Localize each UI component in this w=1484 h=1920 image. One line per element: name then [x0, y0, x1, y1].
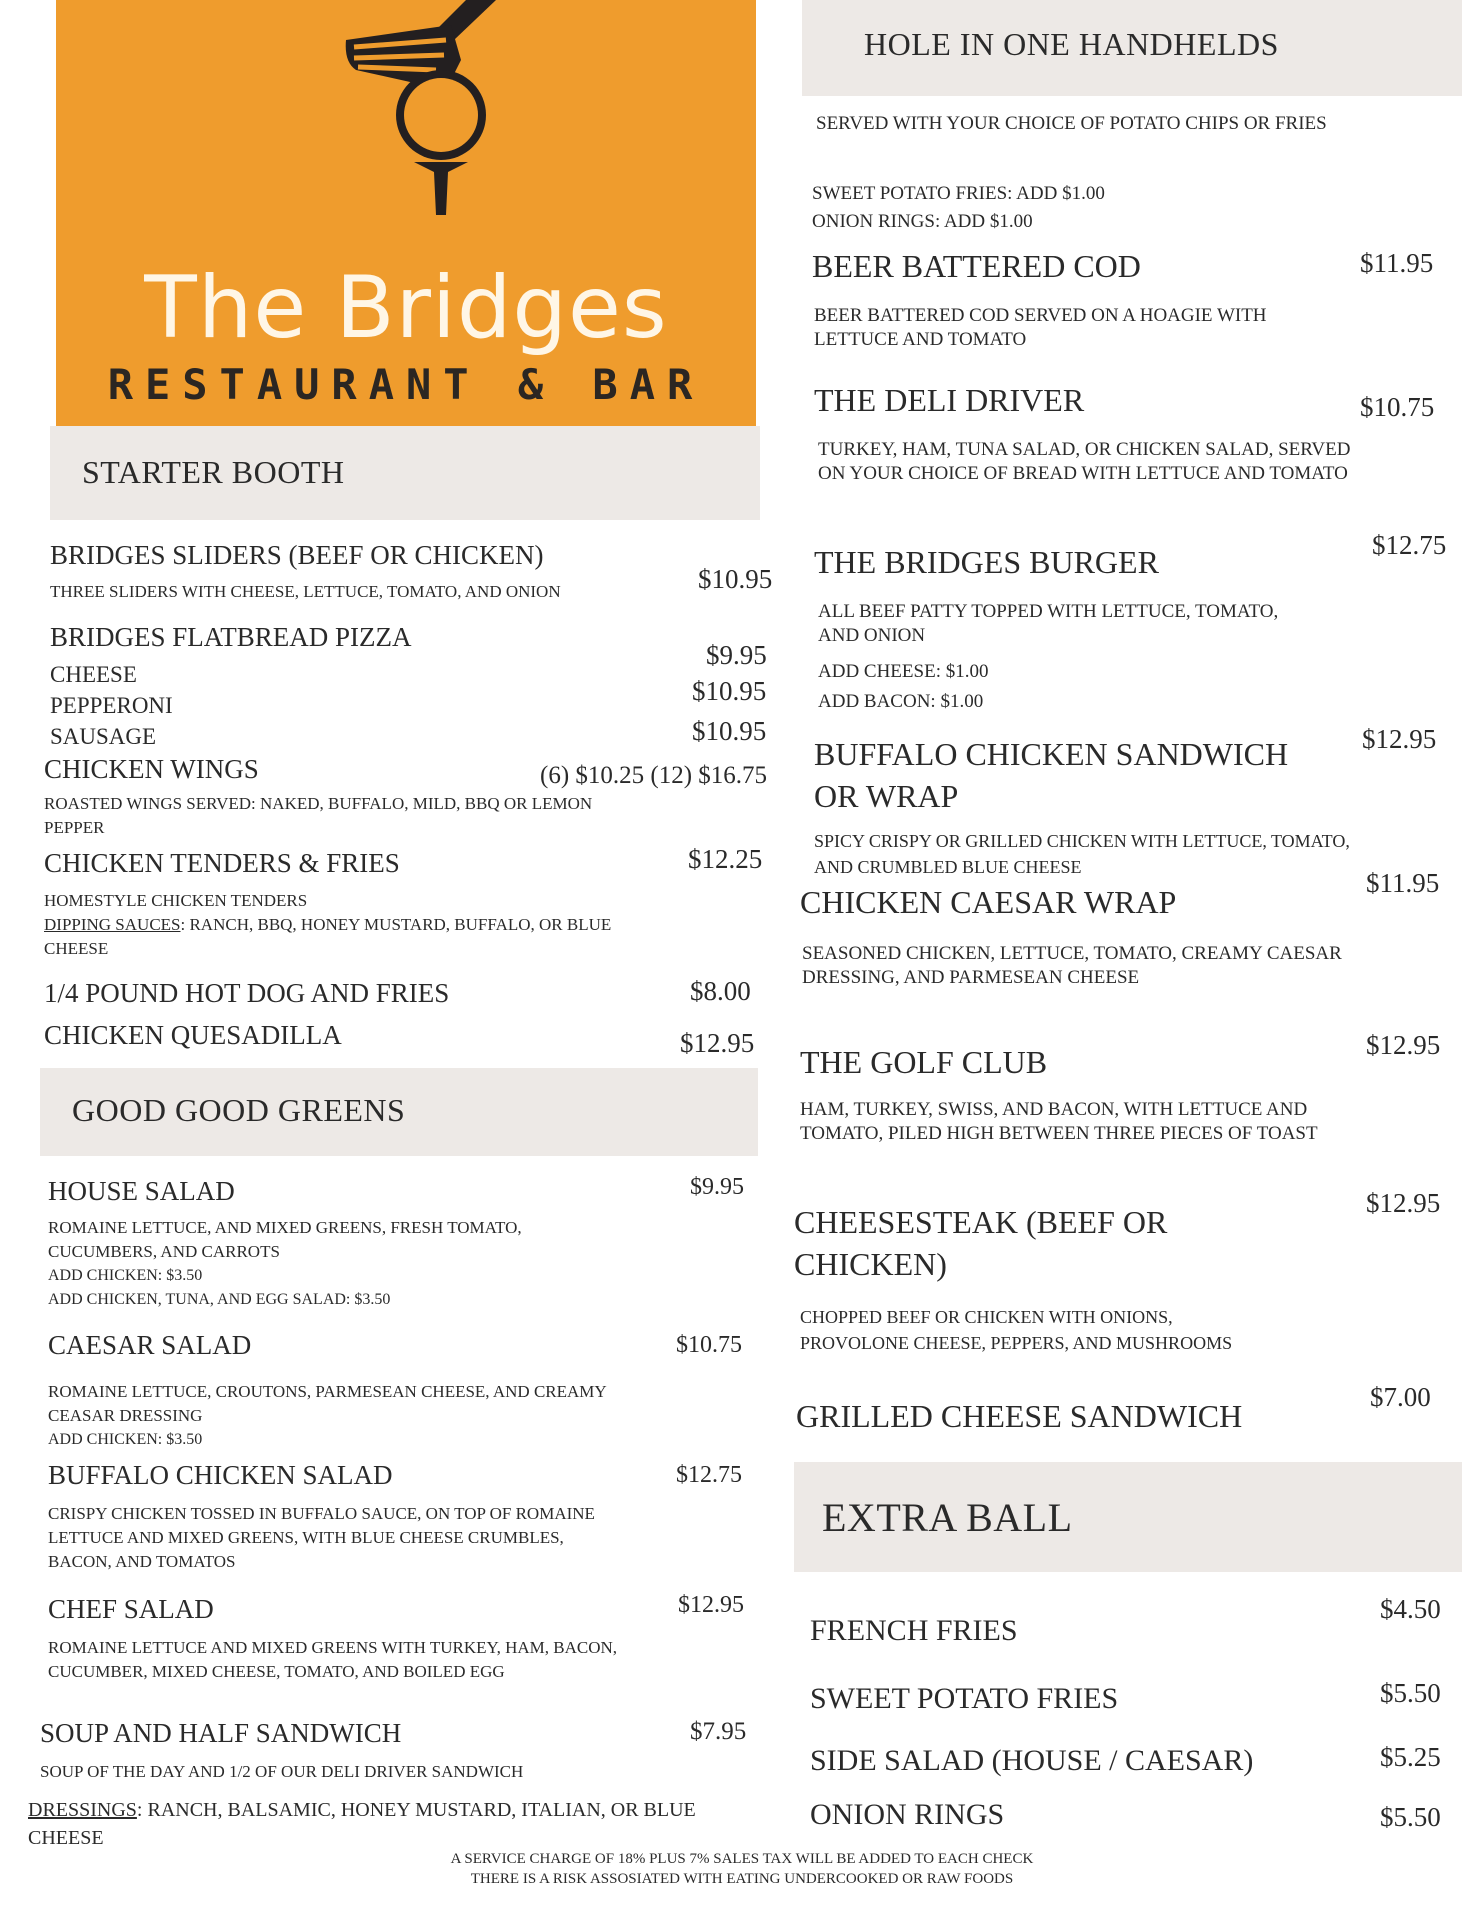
golf-club-name: THE GOLF CLUB	[800, 1044, 1048, 1080]
buffalo-salad-price: $12.75	[676, 1462, 742, 1488]
hotdog-name: 1/4 POUND HOT DOG AND FRIES	[44, 978, 450, 1008]
extra-item-price: $4.50	[1380, 1594, 1441, 1624]
starter-title: STARTER BOOTH	[82, 454, 345, 490]
flatbread-option-price: $10.95	[692, 716, 767, 746]
caesar-wrap-name: CHICKEN CAESAR WRAP	[800, 884, 1177, 920]
footer-raw-food-warning: THERE IS A RISK ASSOSIATED WITH EATING UNDERCOOKED OR RAW FOODS	[470, 1871, 1014, 1887]
burger-name: THE BRIDGES BURGER	[814, 544, 1159, 580]
burger-desc: ALL BEEF PATTY TOPPED WITH LETTUCE, TOMATO, AND ONION	[818, 601, 1279, 646]
quesadilla-price: $12.95	[680, 1028, 755, 1058]
grilled-cheese-price: $7.00	[1370, 1382, 1431, 1412]
tenders-desc: HOMESTYLE CHICKEN TENDERS	[44, 891, 308, 910]
sauces-label: DIPPING SAUCES	[44, 915, 181, 934]
buffalo-sandwich-desc: SPICY CRISPY OR GRILLED CHICKEN WITH LETTUCE, TOMATO, AND CRUMBLED BLUE CHEESE	[814, 831, 1350, 877]
cheesesteak-name-2: CHICKEN)	[794, 1246, 947, 1282]
burger-price: $12.75	[1372, 530, 1447, 560]
handhelds-title: HOLE IN ONE HANDHELDS	[864, 26, 1279, 62]
dressings-list: : RANCH, BALSAMIC, HONEY MUSTARD, ITALIAN, OR BLUE CHEESE	[28, 1799, 696, 1849]
cod-name: BEER BATTERED COD	[812, 248, 1141, 284]
footer-service-charge: A SERVICE CHARGE OF 18% PLUS 7% SALES TAX WILL BE ADDED TO EACH CHECK	[450, 1851, 1034, 1867]
greens-title: GOOD GOOD GREENS	[72, 1092, 406, 1128]
handhelds-add: ONION RINGS: ADD $1.00	[812, 211, 1033, 232]
extra-item-price: $5.50	[1380, 1802, 1441, 1832]
chef-salad-desc: ROMAINE LETTUCE AND MIXED GREENS WITH TURKEY, HAM, BACON, CUCUMBER, MIXED CHEESE, TOMATO, AND BOILED EGG	[48, 1638, 618, 1681]
logo-subtitle: RESTAURANT & BAR	[107, 360, 705, 409]
chef-salad-price: $12.95	[678, 1592, 744, 1618]
handhelds-intro: SERVED WITH YOUR CHOICE OF POTATO CHIPS OR FRIES	[816, 113, 1327, 134]
soup-desc: SOUP OF THE DAY AND 1/2 OF OUR DELI DRIVER SANDWICH	[40, 1762, 524, 1781]
extra-item-name: ONION RINGS	[810, 1798, 1005, 1831]
flatbread-option: PEPPERONI	[50, 693, 173, 718]
dressings	[28, 1796, 728, 1852]
caesar-salad-add: ADD CHICKEN: $3.50	[48, 1431, 203, 1448]
sliders-name: BRIDGES SLIDERS (BEEF OR CHICKEN)	[50, 540, 544, 570]
caesar-wrap-price: $11.95	[1366, 868, 1440, 898]
buffalo-sandwich-name-2: OR WRAP	[814, 778, 959, 814]
extra-item-price: $5.25	[1380, 1742, 1441, 1772]
burger-add: ADD CHEESE: $1.00	[818, 661, 989, 682]
deli-name: THE DELI DRIVER	[814, 382, 1085, 418]
wings-desc: ROASTED WINGS SERVED: NAKED, BUFFALO, MILD, BBQ OR LEMON PEPPER	[44, 794, 593, 837]
tenders-sauces	[44, 913, 644, 961]
tenders-name: CHICKEN TENDERS & FRIES	[44, 848, 400, 878]
extra-title: EXTRA BALL	[822, 1495, 1073, 1540]
caesar-salad-desc: ROMAINE LETTUCE, CROUTONS, PARMESEAN CHEESE, AND CREAMY CEASAR DRESSING	[48, 1382, 607, 1425]
tenders-price: $12.25	[688, 844, 763, 874]
house-salad-name: HOUSE SALAD	[48, 1176, 235, 1206]
dressings-label: DRESSINGS	[28, 1799, 137, 1821]
house-salad-add: ADD CHICKEN, TUNA, AND EGG SALAD: $3.50	[48, 1291, 391, 1308]
hotdog-price: $8.00	[690, 976, 751, 1006]
cod-price: $11.95	[1360, 248, 1434, 278]
buffalo-sandwich-name: BUFFALO CHICKEN SANDWICH	[814, 736, 1289, 772]
buffalo-sandwich-price: $12.95	[1362, 724, 1437, 754]
quesadilla-name: CHICKEN QUESADILLA	[44, 1020, 342, 1050]
sliders-price: $10.95	[698, 564, 773, 594]
golf-club-ball-icon	[286, 0, 576, 220]
flatbread-option: SAUSAGE	[50, 724, 157, 749]
house-salad-desc: ROMAINE LETTUCE, AND MIXED GREENS, FRESH TOMATO, CUCUMBERS, AND CARROTS	[48, 1218, 522, 1261]
burger-add: ADD BACON: $1.00	[818, 691, 984, 712]
buffalo-salad-name: BUFFALO CHICKEN SALAD	[48, 1460, 393, 1490]
sliders-desc: THREE SLIDERS WITH CHEESE, LETTUCE, TOMATO, AND ONION	[50, 582, 561, 601]
soup-price: $7.95	[690, 1718, 747, 1745]
cheesesteak-price: $12.95	[1366, 1188, 1441, 1218]
flatbread-option-price: $10.95	[692, 676, 767, 706]
flatbread-name: BRIDGES FLATBREAD PIZZA	[50, 622, 412, 652]
cod-desc: BEER BATTERED COD SERVED ON A HOAGIE WITH LETTUCE AND TOMATO	[814, 305, 1267, 350]
deli-desc: TURKEY, HAM, TUNA SALAD, OR CHICKEN SALAD, SERVED ON YOUR CHOICE OF BREAD WITH LETTUCE AND TOMATO	[818, 439, 1351, 484]
golf-club-desc: HAM, TURKEY, SWISS, AND BACON, WITH LETTUCE AND TOMATO, PILED HIGH BETWEEN THREE PIECES OF TOAST	[800, 1099, 1318, 1144]
deli-price: $10.75	[1360, 392, 1435, 422]
caesar-wrap-desc: SEASONED CHICKEN, LETTUCE, TOMATO, CREAMY CAESAR DRESSING, AND PARMESEAN CHEESE	[802, 943, 1342, 988]
caesar-salad-price: $10.75	[676, 1332, 742, 1358]
wings-name: CHICKEN WINGS	[44, 754, 259, 784]
caesar-salad-name: CAESAR SALAD	[48, 1330, 252, 1360]
buffalo-salad-desc: CRISPY CHICKEN TOSSED IN BUFFALO SAUCE, ON TOP OF ROMAINE LETTUCE AND MIXED GREENS, WITH BLUE CHEESE CRUMBLES, BACON, AND TOMATOS	[48, 1504, 595, 1571]
house-salad-price: $9.95	[690, 1174, 744, 1200]
extra-item-name: SWEET POTATO FRIES	[810, 1682, 1119, 1715]
extra-item-price: $5.50	[1380, 1678, 1441, 1708]
handhelds-add: SWEET POTATO FRIES: ADD $1.00	[812, 183, 1105, 204]
cheesesteak-name: CHEESESTEAK (BEEF OR	[794, 1204, 1168, 1240]
house-salad-add: ADD CHICKEN: $3.50	[48, 1267, 203, 1284]
wings-price: (6) $10.25 (12) $16.75	[540, 762, 768, 789]
extra-item-name: SIDE SALAD (HOUSE / CAESAR)	[810, 1744, 1254, 1777]
sauces-list: : RANCH, BBQ, HONEY MUSTARD, BUFFALO, OR BLUE CHEESE	[44, 915, 612, 958]
extra-item-name: FRENCH FRIES	[810, 1614, 1018, 1647]
flatbread-option-price: $9.95	[706, 640, 767, 670]
flatbread-option: CHEESE	[50, 662, 137, 687]
logo-brand: The Bridges	[144, 258, 668, 358]
chef-salad-name: CHEF SALAD	[48, 1594, 214, 1624]
soup-name: SOUP AND HALF SANDWICH	[40, 1718, 402, 1748]
cheesesteak-desc: CHOPPED BEEF OR CHICKEN WITH ONIONS, PROVOLONE CHEESE, PEPPERS, AND MUSHROOMS	[800, 1307, 1233, 1353]
grilled-cheese-name: GRILLED CHEESE SANDWICH	[796, 1398, 1243, 1434]
restaurant-logo	[56, 0, 756, 426]
golf-club-price: $12.95	[1366, 1030, 1441, 1060]
